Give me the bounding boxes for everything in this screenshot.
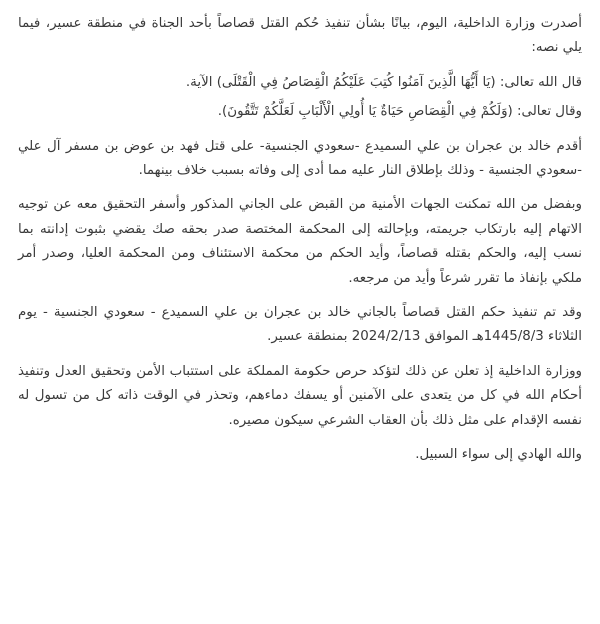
crime-paragraph: أقدم خالد بن عجران بن علي السميدع -سعودي الجنسية- على قتل فهد بن عوض بن مسفر آل علي -سعودي الجنسية - وذلك بإطلاق النار عليه مما أدى إلى وفاته بسبب خلاف بينهما. [18, 138, 582, 179]
execution-paragraph: وقد تم تنفيذ حكم القتل قصاصاً بالجاني خالد بن عجران بن علي السميدع - سعودي الجنسية - يوم الثلاثاء 1445/8/3هـ الموافق 2024/2/13 بمنطقة عسير. [18, 305, 582, 345]
investigation-paragraph: وبفضل من الله تمكنت الجهات الأمنية من القبض على الجاني المذكور وأسفر التحقيق معه عن توجيه الاتهام إليه بارتكاب جريمته، وبإحالته إلى المحكمة المختصة صدر بحقه صك يقضي بثبوت إدانته بما نسب إليه، والحكم بقتله قصاصاً، وأيد الحكم من محكمة الاستئناف ومن المحكمة العليا، وصدر أمر ملكي بإنفاذ ما تقرر شرعاً وأيد من مرجعه. [18, 197, 582, 286]
quran-verse-2: وقال تعالى: (وَلَكُمْ فِي الْقِصَاصِ حَيَاةٌ يَا أُولِي الْأَلْبَابِ لَعَلَّكُمْ تَتَّقُونَ). [217, 104, 582, 120]
intro-paragraph: أصدرت وزارة الداخلية، اليوم، بيانًا بشأن تنفيذ حُكم القتل قصاصاً بأحد الجناة في منطقة عسير، فيما يلي نصه: [18, 16, 582, 56]
closing-paragraph: والله الهادي إلى سواء السبيل. [415, 447, 582, 463]
ministry-statement-paragraph: ووزارة الداخلية إذ تعلن عن ذلك لتؤكد حرص حكومة المملكة على استتباب الأمن وتحقيق العدل وتنفيذ أحكام الله في كل من يتعدى على الآمنين أو يسفك دماءهم، وتحذر في الوقت ذاته كل من تسول له نفسه الإقدام على مثل ذلك بأن العقاب الشرعي سيكون مصيره. [18, 363, 582, 428]
quran-verse-1: قال الله تعالى: (يَا أَيُّهَا الَّذِينَ آمَنُوا كُتِبَ عَلَيْكُمُ الْقِصَاصُ فِي الْقَتْلَى) الآية. [185, 74, 582, 90]
